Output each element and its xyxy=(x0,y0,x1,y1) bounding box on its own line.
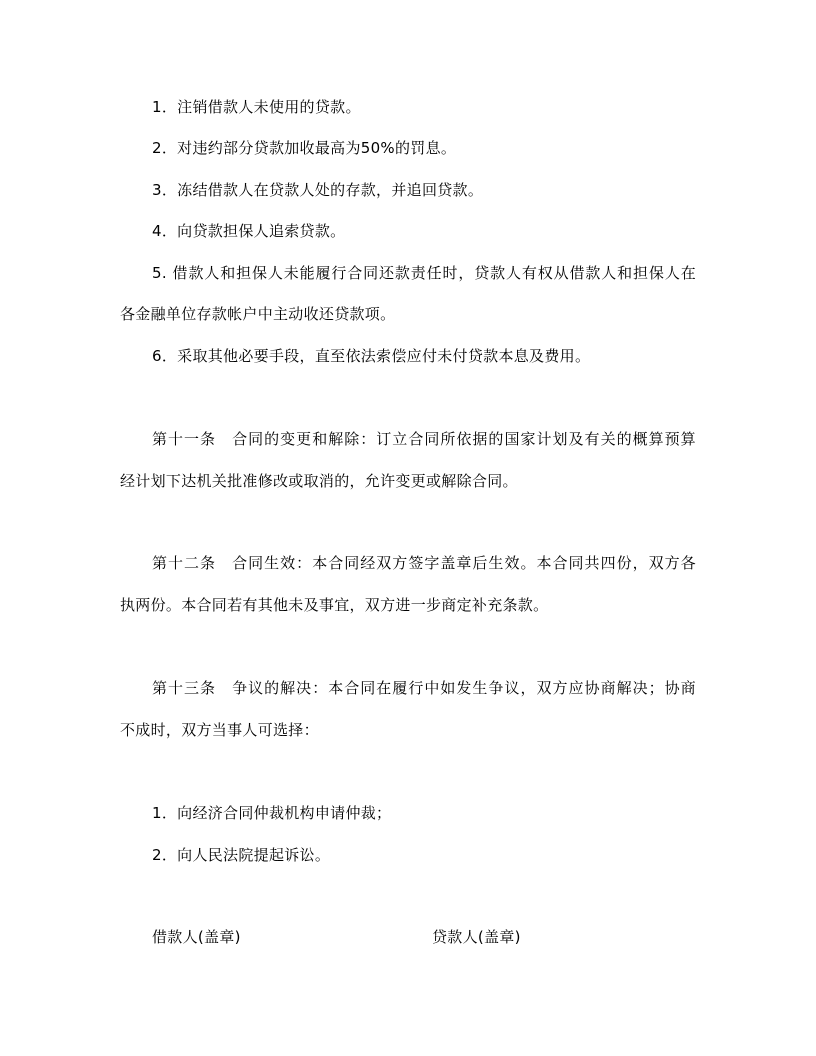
remedy-item-4: 4．向贷款担保人追索贷款。 xyxy=(152,222,346,240)
article-11-line-2: 经计划下达机关批准修改或取消的，允许变更或解除合同。 xyxy=(120,472,518,490)
article-13-line-2: 不成时，双方当事人可选择： xyxy=(120,721,319,739)
lender-signature-label: 贷款人(盖章) xyxy=(432,928,521,946)
borrower-signature-label: 借款人(盖章) xyxy=(152,928,241,946)
article-12-line-1: 第十二条 合同生效：本合同经双方签字盖章后生效。本合同共四份，双方各 xyxy=(152,554,696,572)
article-12-line-2: 执两份。本合同若有其他未及事宜，双方进一步商定补充条款。 xyxy=(120,596,549,614)
remedy-item-5-line-1: 5. 借款人和担保人未能履行合同还款责任时，贷款人有权从借款人和担保人在 xyxy=(152,264,696,282)
dispute-option-2: 2．向人民法院提起诉讼。 xyxy=(152,846,331,864)
remedy-item-3: 3．冻结借款人在贷款人处的存款，并追回贷款。 xyxy=(152,181,484,199)
remedy-item-2: 2．对违约部分贷款加收最高为50%的罚息。 xyxy=(152,139,457,157)
remedy-item-5-line-2: 各金融单位存款帐户中主动收还贷款项。 xyxy=(120,305,396,323)
remedy-item-1: 1．注销借款人未使用的贷款。 xyxy=(152,98,361,116)
article-13-line-1: 第十三条 争议的解决：本合同在履行中如发生争议，双方应协商解决；协商 xyxy=(152,679,696,697)
article-11-line-1: 第十一条 合同的变更和解除：订立合同所依据的国家计划及有关的概算预算 xyxy=(152,430,696,448)
remedy-item-6: 6．采取其他必要手段，直至依法索偿应付未付贷款本息及费用。 xyxy=(152,347,591,365)
dispute-option-1: 1．向经济合同仲裁机构申请仲裁； xyxy=(152,804,392,822)
